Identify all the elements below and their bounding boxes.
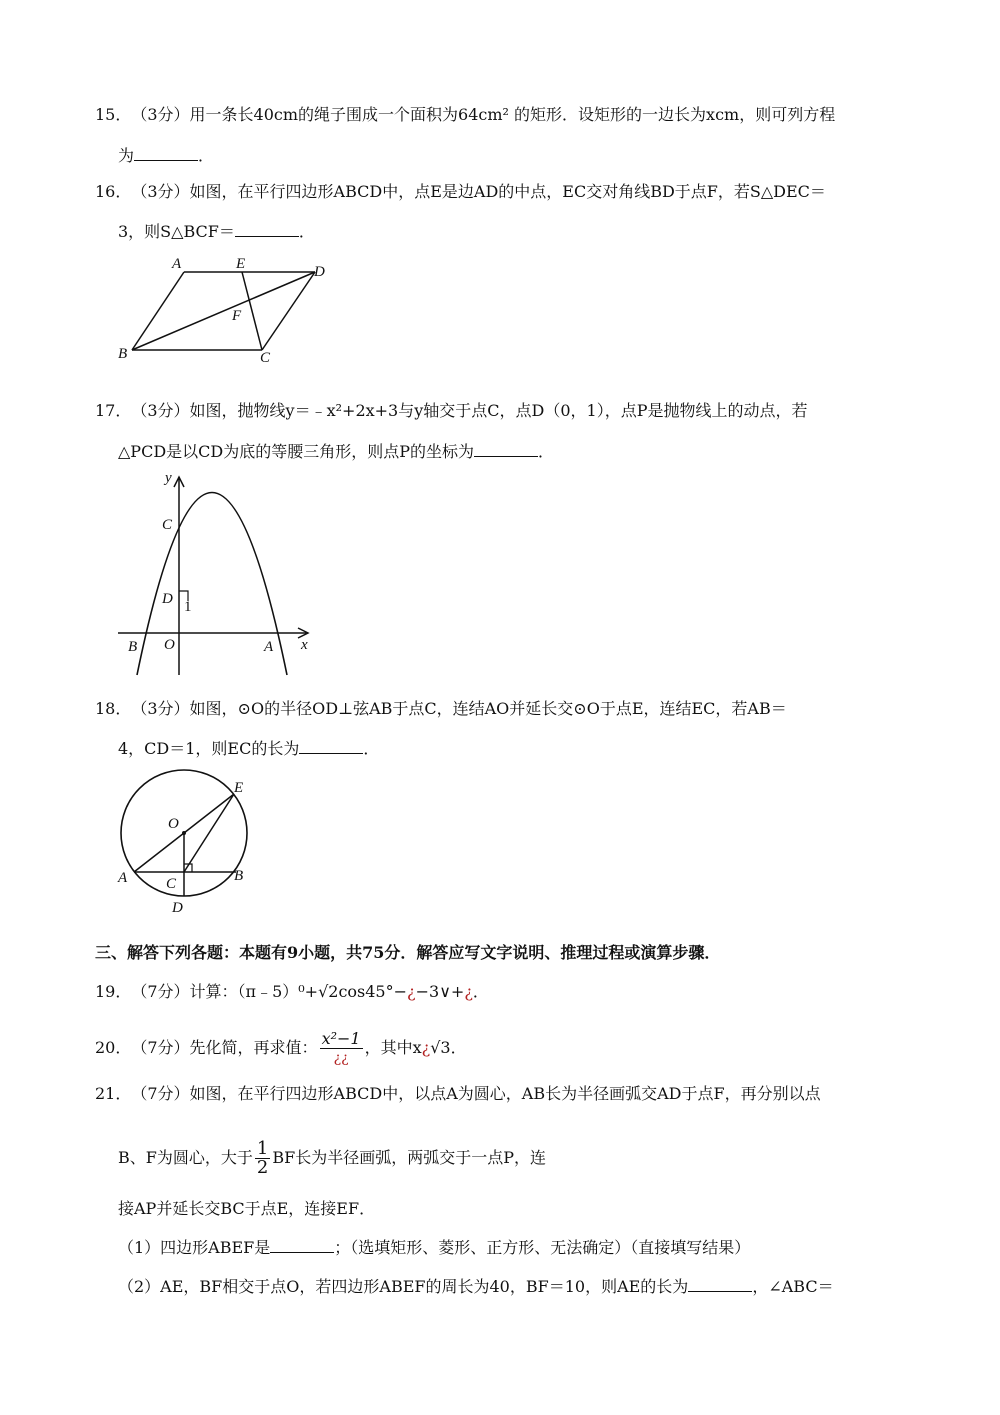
q16-label-d: D	[314, 264, 325, 280]
q18-text2: 4，CD＝1，则EC的长为	[118, 739, 300, 758]
q16-number: 16．	[95, 182, 132, 201]
q16-line2	[118, 221, 315, 243]
q21-number: 21．	[95, 1084, 132, 1103]
q15-answer-blank[interactable]	[134, 146, 198, 161]
q17-text: （3分）如图，抛物线y＝﹣x²+2x+3与y轴交于点C，点D（0，1），点P是抛物线上的动点，若	[131, 401, 808, 420]
q15-line2	[118, 145, 214, 167]
q15-line1	[95, 104, 835, 126]
q16-label-a: A	[172, 256, 182, 272]
q19-number: 19．	[95, 982, 132, 1001]
q18-text: （3分）如图，⊙O的半径OD⊥弦AB于点C，连结AO并延长交⊙O于点E，连结EC，若AB＝	[131, 699, 787, 718]
q17-parabola-figure	[112, 465, 322, 680]
q21-part2-text: （2）AE，BF相交于点O，若四边形ABEF的周长为40，BF＝10，则AE的长为	[118, 1277, 689, 1296]
q18-label-b: B	[234, 868, 244, 884]
q17-label-c: C	[162, 517, 173, 533]
q15-end: ．	[198, 146, 215, 165]
q18-circle-figure	[112, 768, 262, 918]
q16-text2: 3，则S△BCF＝	[118, 222, 235, 241]
q20-frac-numerator: x²−1	[321, 1029, 361, 1048]
q17-label-o: O	[164, 637, 175, 653]
q17-label-a: A	[264, 639, 274, 655]
q21-line2	[118, 1140, 546, 1177]
q21-part1-answer-blank[interactable]	[270, 1238, 334, 1253]
q18-answer-blank[interactable]	[299, 739, 363, 754]
q20-fraction	[320, 1030, 363, 1067]
q20-frac-denominator: ¿¿	[333, 1050, 349, 1066]
q17-label-d: D	[162, 591, 173, 607]
q16-label-c: C	[260, 350, 271, 365]
q18-line1	[95, 698, 787, 720]
q18-label-o: O	[168, 816, 179, 832]
q16-parallelogram-figure	[110, 250, 340, 365]
q17-label-one: 1	[184, 599, 192, 615]
q18-number: 18．	[95, 699, 132, 718]
q15-text: （3分）用一条长40cm的绳子围成一个面积为64cm² 的矩形．设矩形的一边长为xcm，则可列方程	[131, 105, 836, 124]
q18-label-e: E	[234, 780, 244, 796]
q17-answer-blank[interactable]	[474, 442, 538, 457]
q16-label-b: B	[118, 346, 128, 362]
q17-label-x: x	[301, 637, 308, 653]
q16-label-f: F	[232, 308, 242, 324]
q18-label-d: D	[172, 900, 183, 916]
q16-text: （3分）如图，在平行四边形ABCD中，点E是边AD的中点，EC交对角线BD于点F，若S△DEC＝	[131, 182, 826, 201]
q16-answer-blank[interactable]	[235, 222, 299, 237]
q17-label-b: B	[128, 639, 138, 655]
q21-part2-tail: ，∠ABC＝	[752, 1277, 834, 1296]
q20-mid: ，其中x	[364, 1038, 422, 1057]
q18-label-a: A	[118, 870, 128, 886]
q17-end: ．	[537, 442, 554, 461]
q20-line	[95, 1030, 467, 1067]
q20-garbled: ¿	[421, 1038, 431, 1057]
q20-tail: √3．	[430, 1038, 467, 1057]
q19-garbled-2: ¿	[464, 982, 473, 1001]
section3-heading: 三、解答下列各题：本题有9小题，共75分．解答应写文字说明、推理过程或演算步骤．	[95, 943, 721, 962]
q19-line	[95, 981, 489, 1003]
q21-part1-hint: ；（选填矩形、菱形、正方形、无法确定）（直接填写结果）	[334, 1238, 751, 1257]
q19-garbled-1: ¿	[407, 982, 416, 1001]
q18-line2	[118, 738, 379, 760]
q19-tail: −3∨+	[415, 982, 465, 1001]
q15-text2: 为	[118, 146, 135, 165]
q17-number: 17．	[95, 401, 132, 420]
q21-frac-denominator: 2	[256, 1157, 269, 1178]
q19-end: ．	[472, 982, 489, 1001]
q21-part1-text: （1）四边形ABEF是	[118, 1238, 271, 1257]
q21-line3: 接AP并延长交BC于点E，连接EF．	[118, 1199, 376, 1218]
q20-number: 20．	[95, 1038, 132, 1057]
q21-part1	[118, 1237, 750, 1259]
q19-text: （7分）计算：（π﹣5）⁰+√2cos45°	[131, 982, 394, 1001]
q17-text2: △PCD是以CD为底的等腰三角形，则点P的坐标为	[118, 442, 474, 461]
q17-line2	[118, 441, 554, 463]
q16-label-e: E	[236, 256, 246, 272]
q16-line1	[95, 181, 826, 203]
q18-label-c: C	[166, 876, 177, 892]
q17-label-y: y	[165, 470, 172, 486]
q21-line1	[95, 1083, 821, 1105]
q21-part2-answer-blank-1[interactable]	[688, 1277, 752, 1292]
q21-part2	[118, 1276, 834, 1298]
q21-text1: （7分）如图，在平行四边形ABCD中，以点A为圆心，AB长为半径画弧交AD于点F，再分别以点	[131, 1084, 821, 1103]
q21-frac-numerator: 1	[256, 1138, 269, 1159]
q18-end: ．	[363, 739, 380, 758]
q21-text2b: BF长为半径画弧，两弧交于一点P，连	[272, 1148, 546, 1167]
q21-fraction	[255, 1140, 270, 1177]
q21-text2a: B、F为圆心，大于	[118, 1148, 253, 1167]
q20-text: （7分）先化简，再求值：	[131, 1038, 318, 1057]
q15-number: 15．	[95, 105, 132, 124]
q19-minus: −	[393, 982, 408, 1001]
q16-end: ．	[298, 222, 315, 241]
q17-line1	[95, 400, 807, 422]
